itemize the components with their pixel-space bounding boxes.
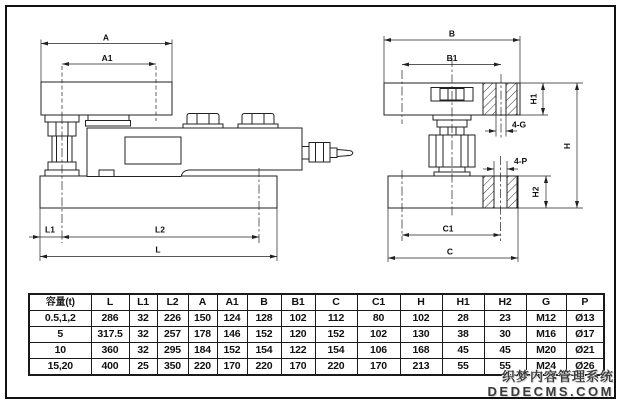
cell: 213 [400, 359, 442, 376]
cell: M20 [526, 343, 566, 359]
body-bolt-2 [238, 114, 278, 129]
cell: 112 [315, 311, 357, 327]
cell: 30 [484, 327, 526, 343]
col-header-capacity: 容量(t) [29, 294, 91, 311]
cell: 102 [281, 311, 315, 327]
cell: 128 [247, 311, 281, 327]
cell: 152 [315, 327, 357, 343]
dimensions-end [384, 36, 583, 262]
cell: 170 [217, 359, 247, 376]
cell: 32 [129, 311, 157, 327]
cell: Ø21 [566, 343, 604, 359]
cell: 55 [484, 359, 526, 376]
dim-label-H1: H1 [528, 93, 539, 105]
table-row [29, 311, 604, 327]
dim-label-L1: L1 [45, 224, 55, 235]
col-header-L1: L1 [129, 294, 157, 311]
cell: 32 [129, 343, 157, 359]
cell: 55 [442, 359, 484, 376]
dim-label-4P: 4-P [514, 156, 528, 166]
cell: 120 [281, 327, 315, 343]
cell: 152 [217, 343, 247, 359]
hatch-bottom-2 [507, 176, 517, 208]
table-row [29, 327, 604, 343]
cell: 220 [247, 359, 281, 376]
col-header-L2: L2 [157, 294, 188, 311]
pedestal-flange [86, 121, 131, 127]
cell: Ø17 [566, 327, 604, 343]
dim-label-A1: A1 [101, 53, 113, 63]
hatch-top-1 [483, 83, 496, 115]
cell: 146 [217, 327, 247, 343]
cell: 38 [442, 327, 484, 343]
cable-gland [302, 143, 353, 163]
cell: 122 [281, 343, 315, 359]
cell: 184 [188, 343, 217, 359]
base-plate-end [388, 176, 518, 208]
cell: 257 [157, 327, 188, 343]
cell: 150 [188, 311, 217, 327]
col-header-P: P [566, 294, 604, 311]
top-plate-side [41, 82, 172, 115]
cell: 295 [157, 343, 188, 359]
watermark [488, 369, 614, 399]
cell: 154 [247, 343, 281, 359]
cell: 178 [188, 327, 217, 343]
cell: M12 [526, 311, 566, 327]
cell: 0.5,1,2 [29, 311, 91, 327]
cell: 124 [217, 311, 247, 327]
cell: 226 [157, 311, 188, 327]
col-header-C1: C1 [357, 294, 400, 311]
col-header-G: G [526, 294, 566, 311]
dimension-table [28, 293, 605, 376]
body-bolt-1 [183, 114, 223, 129]
cell: M16 [526, 327, 566, 343]
watermark-line1: 织梦内容管理系统 [501, 369, 614, 384]
dim-label-L2: L2 [155, 224, 165, 235]
cell: 152 [247, 327, 281, 343]
cell: 45 [442, 343, 484, 359]
cell: Ø26 [566, 359, 604, 376]
cell: 220 [315, 359, 357, 376]
cell: 5 [29, 327, 91, 343]
cell: 32 [129, 327, 157, 343]
cell: 102 [357, 327, 400, 343]
cell: 360 [91, 343, 129, 359]
dim-label-B1: B1 [446, 53, 458, 63]
dim-label-L: L [155, 244, 161, 255]
end-view [384, 29, 583, 263]
cell: 350 [157, 359, 188, 376]
cell: 45 [484, 343, 526, 359]
col-header-L: L [91, 294, 129, 311]
dim-label-B: B [448, 28, 456, 39]
load-cell-body [87, 128, 302, 177]
table-header-row [29, 294, 604, 311]
cell: 154 [315, 343, 357, 359]
cell: 170 [281, 359, 315, 376]
dim-label-H2: H2 [530, 186, 541, 198]
col-header-H2: H2 [484, 294, 526, 311]
cell: M24 [526, 359, 566, 376]
cell: 28 [442, 311, 484, 327]
col-header-C: C [315, 294, 357, 311]
col-header-H1: H1 [442, 294, 484, 311]
hatch-top-2 [506, 83, 517, 115]
side-view [29, 33, 353, 262]
base-plate-side [40, 176, 277, 208]
cell: 400 [91, 359, 129, 376]
dim-label-A: A [102, 32, 110, 43]
dim-label-H: H [562, 142, 572, 150]
cell: 170 [357, 359, 400, 376]
cell: 15,20 [29, 359, 91, 376]
cell: 168 [400, 343, 442, 359]
cell: 317.5 [91, 327, 129, 343]
cell: 286 [91, 311, 129, 327]
col-header-H: H [400, 294, 442, 311]
cell: Ø13 [566, 311, 604, 327]
cell: 220 [188, 359, 217, 376]
cell: 106 [357, 343, 400, 359]
cell: 25 [129, 359, 157, 376]
col-header-B1: B1 [281, 294, 315, 311]
cell: 130 [400, 327, 442, 343]
cell: 10 [29, 343, 91, 359]
dim-label-C1: C1 [442, 223, 454, 234]
pedestal-upper [88, 115, 129, 121]
cell: 102 [400, 311, 442, 327]
cell: 23 [484, 311, 526, 327]
watermark-line2: DEDECMS.COM [487, 384, 614, 399]
cell: 80 [357, 311, 400, 327]
table-row [29, 343, 604, 359]
hatch-bottom-1 [483, 176, 494, 208]
col-header-A: A [188, 294, 217, 311]
col-header-A1: A1 [217, 294, 247, 311]
dim-label-4G: 4-G [512, 119, 527, 130]
dim-label-C: C [446, 246, 454, 257]
cable [337, 150, 353, 157]
col-header-B: B [247, 294, 281, 311]
